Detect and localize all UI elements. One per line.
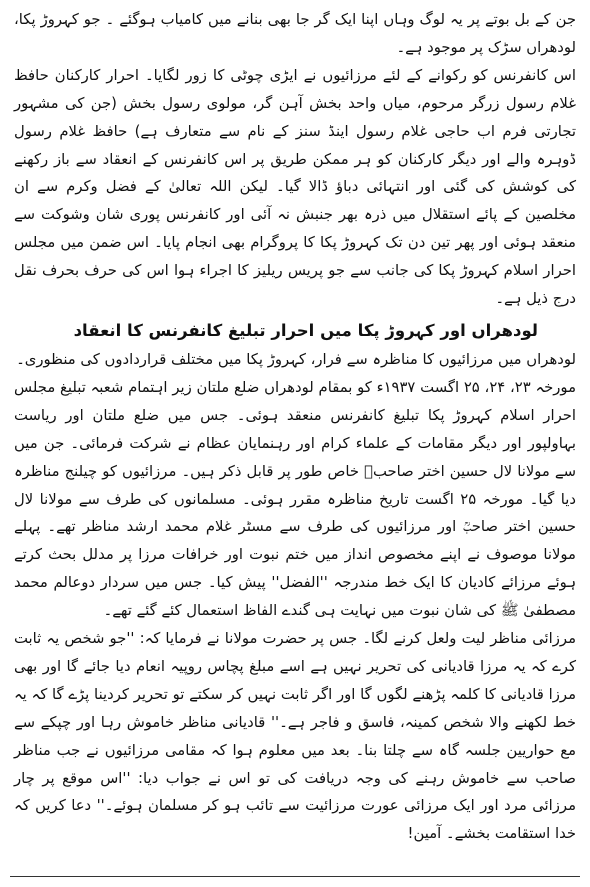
paragraph-church: جن کے بل بوتے پر یہ لوگ وہاں اپنا ایک گر جا بھی بنانے میں کامیاب ہوگئے ۔ جو کہروڑ پکا، لودھراں سڑک پر موجود ہے۔ bbox=[14, 11, 576, 56]
paragraph-conference-opposition: اس کانفرنس کو رکوانے کے لئے مرزائیوں نے ایڑی چوٹی کا زور لگایا۔ احرار کارکنان حافظ غلام رسول زرگر مرحوم، میاں واحد بخش آہن گر، مولوی رسول بخش (جن کی مشہور تجارتی فرم اب حاجی غلام رسول اینڈ سنز کے نام سے متعارف ہے) حافظ غلام رسول ڈوہرہ والے اور دیگر کارکنان کو ہر ممکن طریق پر اس کانفرنس کے انعقاد سے باز رکھنے کی کوشش کی گئی اور انتہائی دباؤ ڈالا گیا۔ لیکن اللہ تعالیٰ کے فضل وکرم سے ان مخلصین کے پائے استقلال میں ذرہ بھر جنبش نہ آئی اور کانفرنس پوری شان وشوکت سے منعقد ہوئی اور پھر تین دن تک کہروڑ پکا کا پروگرام بھی انجام پایا۔ اس ضمن میں مجلس احرار اسلام کہروڑ پکا کی جانب سے جو پریس ریلیز کا اجراء ہوا اس کی حرف بحرف نقل درج ذیل ہے۔ bbox=[14, 66, 576, 308]
document-page bbox=[14, 6, 576, 848]
paragraph-debate-outcome: مرزائی مناظر لیت ولعل کرنے لگا۔ جس پر حضرت مولانا نے فرمایا کہ: ''جو شخص یہ ثابت کرے کہ یہ مرزا قادیانی کی تحریر نہیں ہے اسے مبلغ پچاس روپیہ انعام دیا جائے گا اور بھی مرزا قادیانی کا کلمہ پڑھنے لگوں گا اور اگر ثابت نہیں کر سکتے تو تحریر کردینا پڑے گا کہ یہ خط لکھنے والا شخص کمینہ، فاسق و فاجر ہے۔'' قادیانی مناظر خاموش رہا اور چپکے سے مع حواریین جلسہ گاہ سے چلتا بنا۔ بعد میں معلوم ہوا کہ مقامی مرزائیوں نے جب مناظر صاحب سے خاموش رہنے کی وجہ دریافت کی تو اس نے جواب دیا: ''اس موقع پر چار مرزائی مرد اور ایک مرزائی عورت مرزائیت سے تائب ہو کر مسلمان ہوئے۔'' دعا کریں کہ خدا استقامت بخشے۔ آمین! bbox=[14, 630, 576, 843]
paragraph-conference-report: مورخہ ۲۳، ۲۴، ۲۵ اگست ۱۹۳۷ء کو بمقام لودھراں ضلع ملتان زیر اہتمام شعبہ تبلیغ مجلس احرار اسلام کہروڑ پکا تبلیغ کانفرنس منعقد ہوئی۔ جس میں ضلع ملتان اور ریاست بہاولپور اور دیگر مقامات کے علماء کرام اور رہنمایان عظام نے شرکت فرمائی۔ جن میں سے مولانا لال حسین اختر صاحبؒ خاص طور پر قابل ذکر ہیں۔ مرزائیوں کو چیلنج مناظرہ دیا گیا۔ مورخہ ۲۵ اگست تاریخ مناظرہ مقرر ہوئی۔ مسلمانوں کی طرف سے مولانا لال حسین اختر صاحبؒ اور مرزائیوں کی طرف سے مسٹر غلام محمد ارشد مناظر تھے۔ پہلے مولانا موصوف نے اپنے مخصوص انداز میں ختم نبوت اور خرافات مرزا پر مدلل بحث کرتے ہوئے مرزائے کادیان کا ایک خط مندرجہ ''الفضل'' پیش کیا۔ جس میں سردار دوعالم محمد مصطفیٰ ﷺ کی شان نبوت میں نہایت ہی گندے الفاظ استعمال کئے گئے تھے۔ bbox=[14, 378, 577, 620]
page-bottom-rule bbox=[10, 876, 580, 877]
paragraph-subheading: لودھراں میں مرزائیوں کا مناظرہ سے فرار، کہروڑ پکا میں مختلف قراردادوں کی منظوری۔ bbox=[16, 350, 576, 368]
section-heading: لودھراں اور کہروڑ پکا میں احرار تبلیغ کانفرنس کا انعقاد bbox=[73, 320, 538, 340]
